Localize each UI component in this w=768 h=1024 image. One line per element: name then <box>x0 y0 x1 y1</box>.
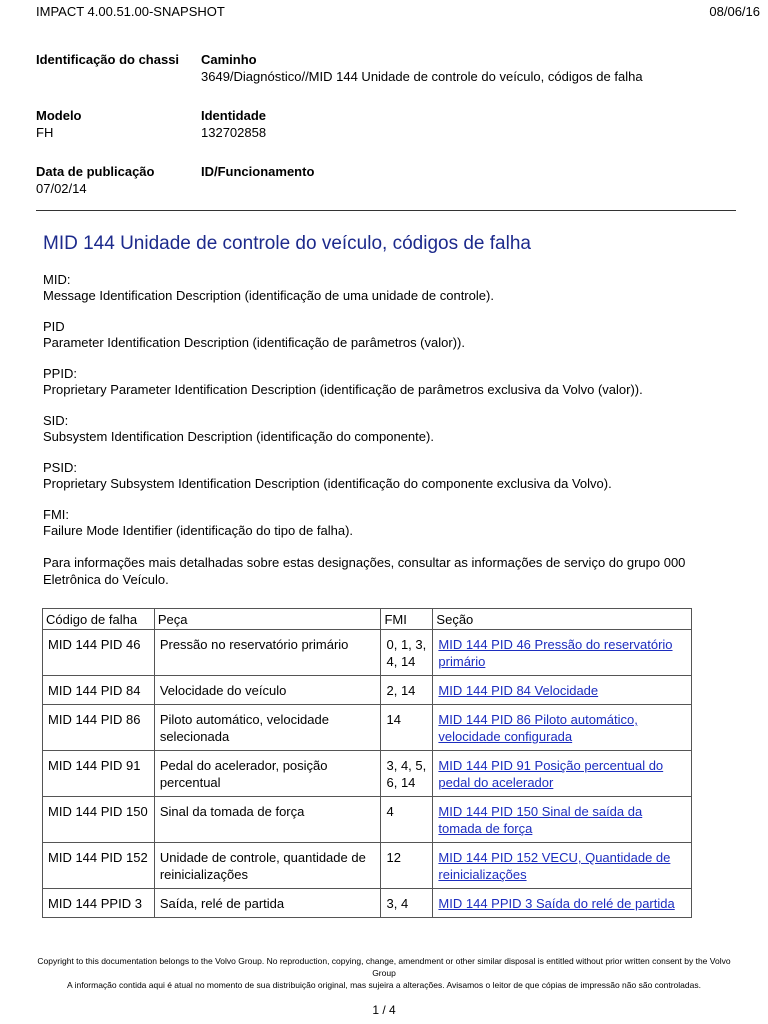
definition-desc: Parameter Identification Description (identificação de parâmetros (valor)). <box>43 335 465 350</box>
definitions-section <box>43 272 733 588</box>
document-title: MID 144 Unidade de controle do veículo, códigos de falha <box>43 233 531 254</box>
cell-fmi: 12 <box>381 843 433 889</box>
table-row <box>43 843 692 889</box>
cell-section <box>433 630 692 676</box>
page-number: 1 / 4 <box>372 1003 396 1017</box>
cell-part: Pedal do acelerador, posição percentual <box>154 751 381 797</box>
model-value: FH <box>36 125 54 140</box>
meta-row-chassis <box>36 52 736 108</box>
section-link[interactable]: MID 144 PID 152 VECU, Quantidade de reinicializações <box>438 850 671 882</box>
definition-fmi <box>43 507 733 539</box>
distribution-notice: A informação contida aqui é atual no momento de sua distribuição original, mas sujeira a alterações. Avisamos o leitor de que cópias de impressão não são controladas. <box>67 980 701 990</box>
pubdate-value: 07/02/14 <box>36 181 87 196</box>
function-label: ID/Funcionamento <box>201 164 315 179</box>
definition-term: PID <box>43 319 65 334</box>
definition-desc: Proprietary Parameter Identification Description (identificação de parâmetros exclusiva da Volvo (valor)). <box>43 382 643 397</box>
table-row <box>43 676 692 705</box>
section-link[interactable]: MID 144 PID 46 Pressão do reservatório primário <box>438 637 673 669</box>
table-row <box>43 889 692 918</box>
document-metadata <box>36 52 736 220</box>
page-header <box>0 0 768 22</box>
definition-term: PPID: <box>43 366 77 381</box>
table-row <box>43 705 692 751</box>
cell-part: Saída, relé de partida <box>154 889 381 918</box>
cell-code: MID 144 PID 84 <box>43 676 155 705</box>
cell-part: Piloto automático, velocidade selecionada <box>154 705 381 751</box>
section-link[interactable]: MID 144 PPID 3 Saída do relé de partida <box>438 896 675 911</box>
cell-code: MID 144 PID 86 <box>43 705 155 751</box>
path-value: 3649/Diagnóstico//MID 144 Unidade de controle do veículo, códigos de falha <box>201 69 643 84</box>
product-version: IMPACT 4.00.51.00-SNAPSHOT <box>36 4 225 19</box>
definition-desc: Message Identification Description (identificação de uma unidade de controle). <box>43 288 494 303</box>
cell-section <box>433 797 692 843</box>
cell-code: MID 144 PID 91 <box>43 751 155 797</box>
path-label: Caminho <box>201 52 257 67</box>
identity-value: 132702858 <box>201 125 267 140</box>
definition-term: MID: <box>43 272 71 287</box>
column-header-section: Seção <box>433 609 692 630</box>
section-link[interactable]: MID 144 PID 91 Posição percentual do pedal do acelerador <box>438 758 664 790</box>
cell-section <box>433 676 692 705</box>
cell-section <box>433 843 692 889</box>
pubdate-label: Data de publicação <box>36 164 155 179</box>
cell-part: Velocidade do veículo <box>154 676 381 705</box>
header-date: 08/06/16 <box>709 4 760 19</box>
section-link[interactable]: MID 144 PID 84 Velocidade <box>438 683 599 698</box>
cell-fmi: 14 <box>381 705 433 751</box>
cell-section <box>433 705 692 751</box>
definition-pid <box>43 319 733 351</box>
cell-code: MID 144 PID 46 <box>43 630 155 676</box>
table-row <box>43 630 692 676</box>
chassis-label: Identificação do chassi <box>36 52 180 67</box>
section-link[interactable]: MID 144 PID 86 Piloto automático, velocidade configurada <box>438 712 638 744</box>
cell-fmi: 3, 4 <box>381 889 433 918</box>
meta-row-pubdate <box>36 164 736 220</box>
cell-part: Sinal da tomada de força <box>154 797 381 843</box>
column-header-fmi: FMI <box>381 609 433 630</box>
model-label: Modelo <box>36 108 82 123</box>
column-header-code: Código de falha <box>43 609 155 630</box>
definition-term: FMI: <box>43 507 69 522</box>
cell-fmi: 0, 1, 3, 4, 14 <box>381 630 433 676</box>
identity-label: Identidade <box>201 108 267 123</box>
table-header-row <box>43 609 692 630</box>
cell-part: Unidade de controle, quantidade de reinicializações <box>154 843 381 889</box>
definition-desc: Subsystem Identification Description (identificação do componente). <box>43 429 434 444</box>
cell-code: MID 144 PID 152 <box>43 843 155 889</box>
cell-code: MID 144 PID 150 <box>43 797 155 843</box>
header-divider <box>36 210 736 211</box>
definition-desc: Failure Mode Identifier (identificação do tipo de falha). <box>43 523 354 538</box>
table-row <box>43 797 692 843</box>
definition-mid <box>43 272 733 304</box>
definition-sid <box>43 413 733 445</box>
cell-section <box>433 889 692 918</box>
copyright-notice: Copyright to this documentation belongs to the Volvo Group. No reproduction, copying, change, amendment or other similar disposal is entitled without prior written consent by the Volvo Group <box>37 956 731 978</box>
page-footer <box>28 955 740 991</box>
fault-codes-table <box>42 608 692 918</box>
definition-ppid <box>43 366 733 398</box>
fault-codes-table-wrapper <box>42 608 692 918</box>
cell-fmi: 3, 4, 5, 6, 14 <box>381 751 433 797</box>
column-header-part: Peça <box>154 609 381 630</box>
cell-fmi: 4 <box>381 797 433 843</box>
cell-section <box>433 751 692 797</box>
definition-term: SID: <box>43 413 69 428</box>
table-row <box>43 751 692 797</box>
cell-part: Pressão no reservatório primário <box>154 630 381 676</box>
section-link[interactable]: MID 144 PID 150 Sinal de saída da tomada de força <box>438 804 643 836</box>
definition-psid <box>43 460 733 492</box>
cell-code: MID 144 PPID 3 <box>43 889 155 918</box>
definition-term: PSID: <box>43 460 77 475</box>
meta-row-model <box>36 108 736 164</box>
definition-desc: Proprietary Subsystem Identification Description (identificação do componente exclusiva da Volvo). <box>43 476 612 491</box>
intro-paragraph: Para informações mais detalhadas sobre estas designações, consultar as informações de serviço do grupo 000 Eletrônica do Veículo. <box>43 555 686 587</box>
cell-fmi: 2, 14 <box>381 676 433 705</box>
